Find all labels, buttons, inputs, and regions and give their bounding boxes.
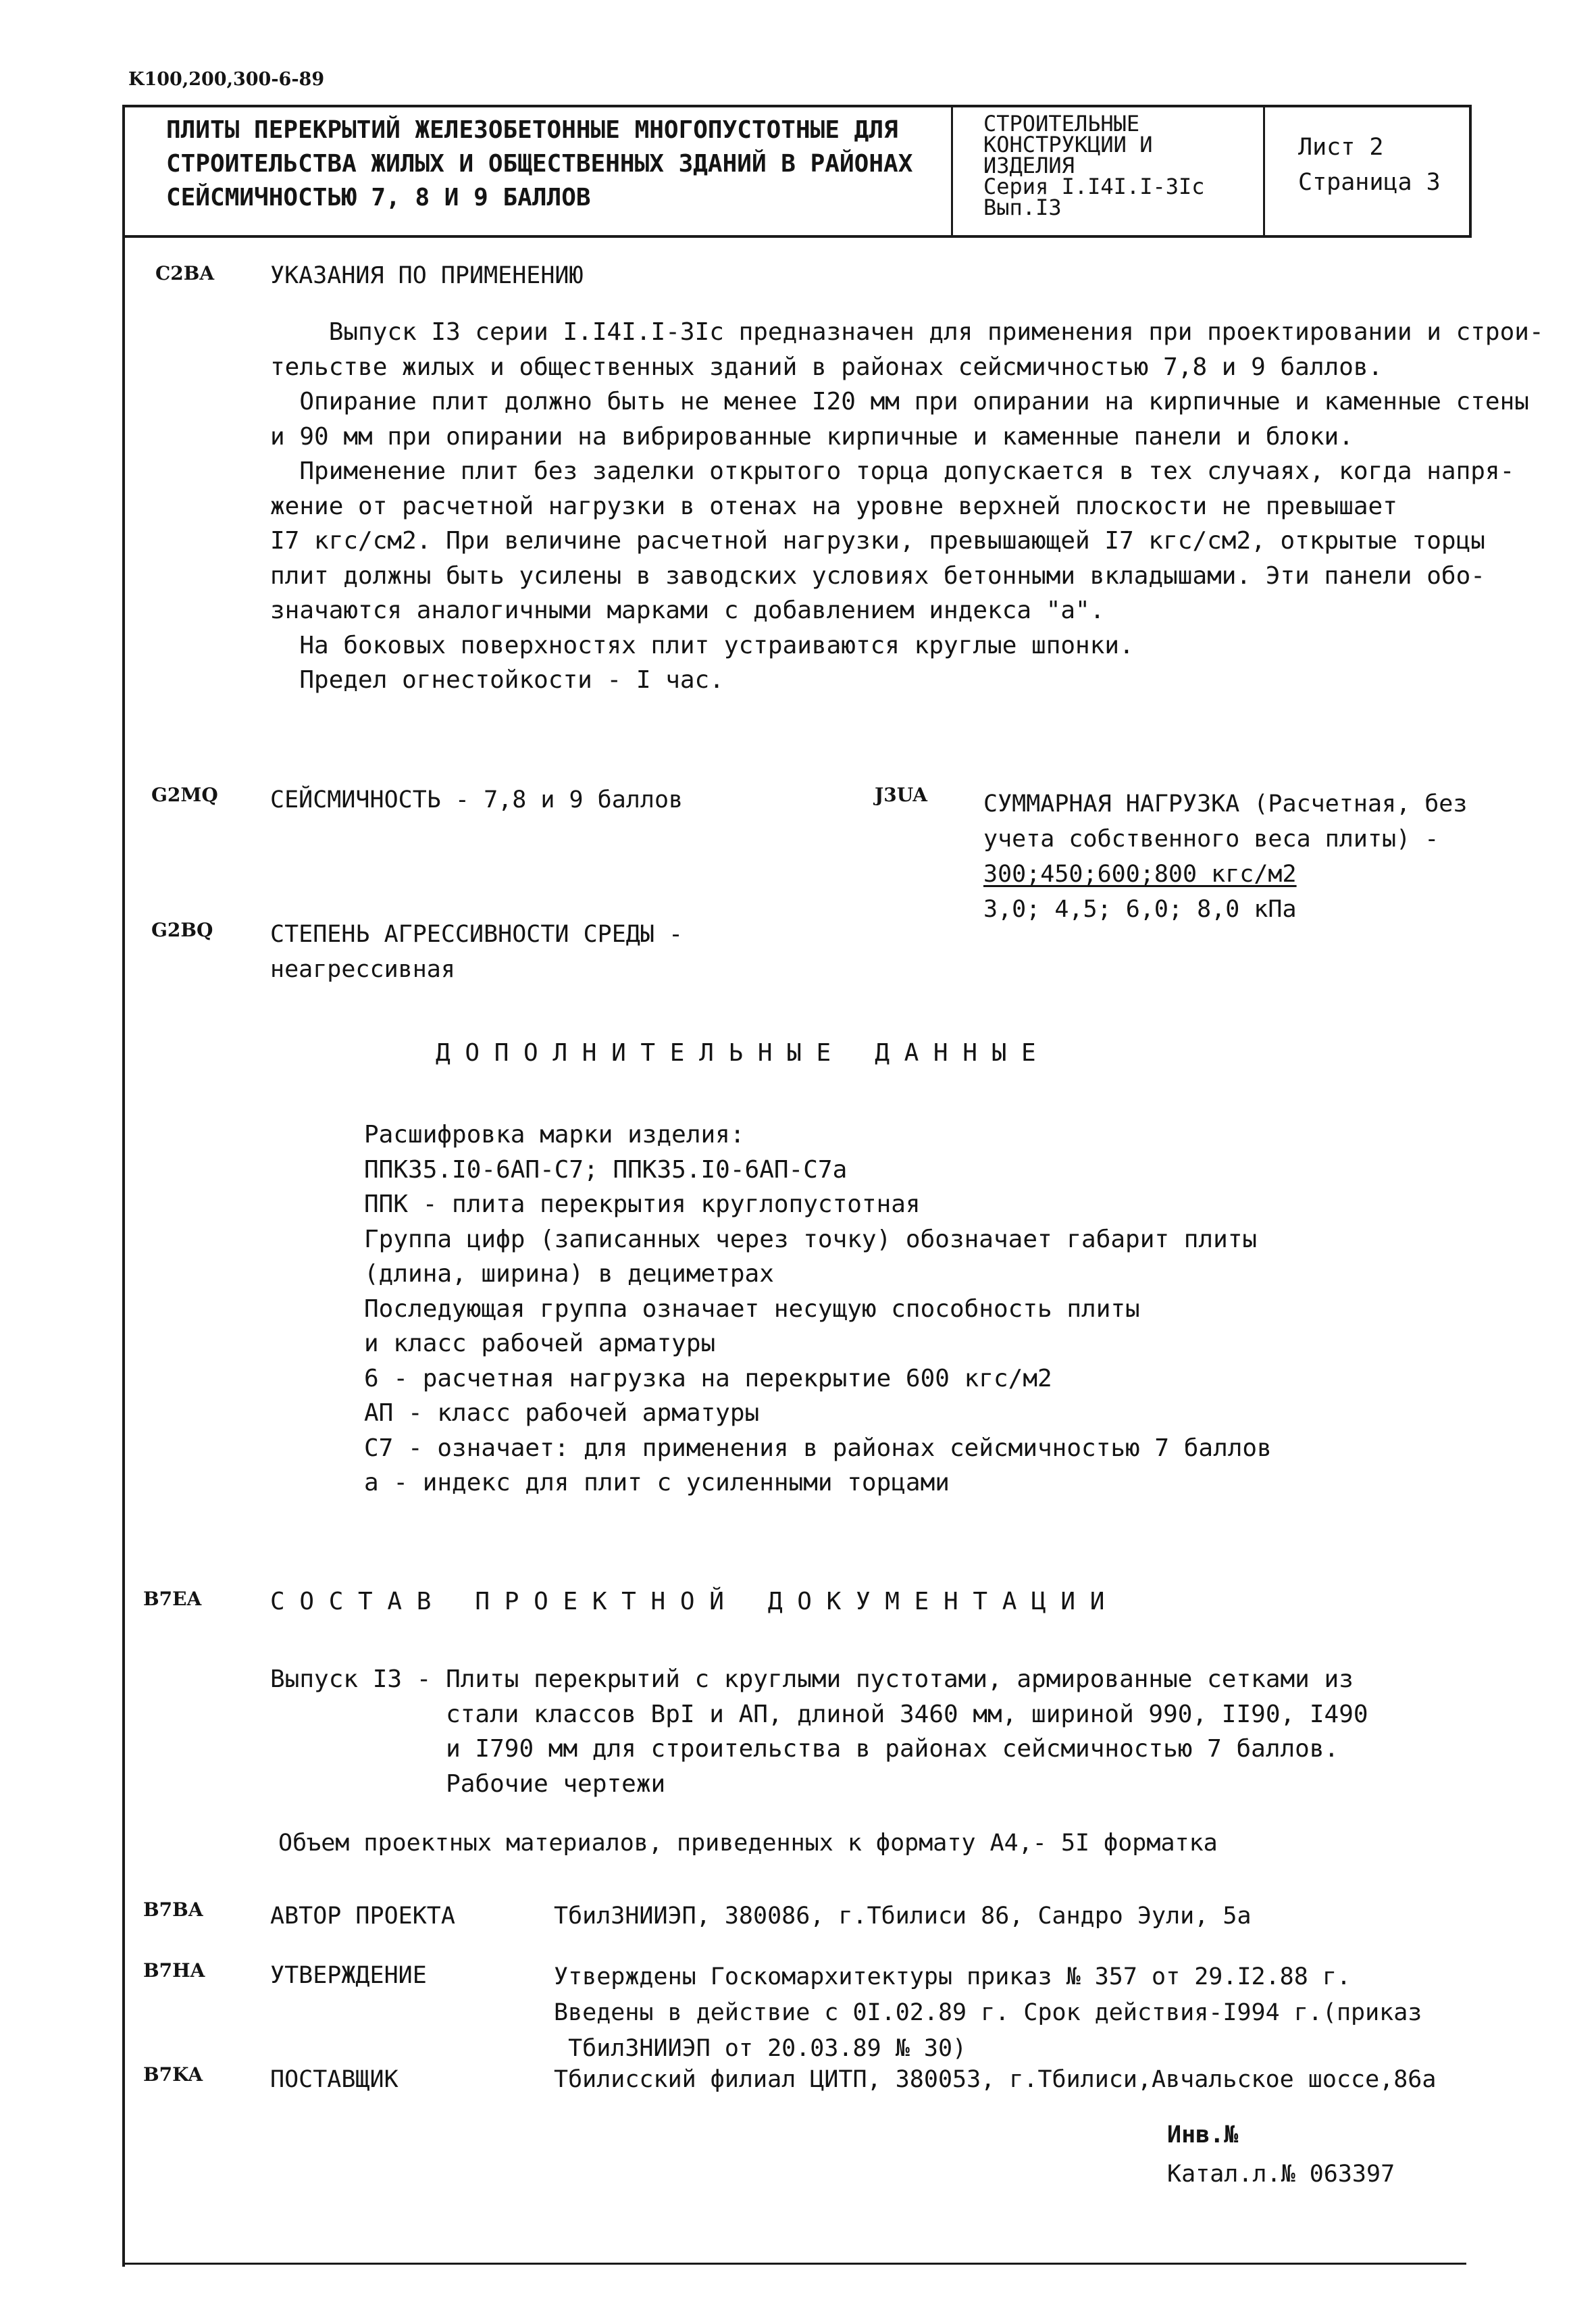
- supplier-label: ПОСТАВЩИК: [270, 2066, 398, 2093]
- load-code: J3UA: [875, 784, 928, 806]
- usage-line: плит должны быть усилены в заводских условиях бетонными вкладышами. Эти панели обо-: [270, 561, 1485, 590]
- seismic-code: G2MQ: [151, 784, 218, 806]
- composition-volume: Объем проектных материалов, приведенных к формату А4,- 5I форматка: [278, 1830, 1218, 1857]
- frame-bottom-line: [122, 2263, 1466, 2265]
- document-code: K100,200,300-6-89: [128, 69, 325, 90]
- header-divider-1: [951, 105, 953, 238]
- header-title-line: СЕЙСМИЧНОСТЬЮ 7, 8 И 9 БАЛЛОВ: [166, 184, 591, 211]
- composition-line: Рабочие чертежи: [270, 1769, 666, 1798]
- load-values-kgs: 300;450;600;800 кгс/м2: [983, 861, 1297, 888]
- load-line: СУММАРНАЯ НАГРУЗКА (Расчетная, без: [983, 790, 1468, 818]
- supplier-code: B7KA: [143, 2063, 203, 2086]
- extra-line: Расшифровка марки изделия:: [364, 1121, 745, 1149]
- seismic-text: СЕЙСМИЧНОСТЬ - 7,8 и 9 баллов: [270, 786, 684, 813]
- usage-paragraph: [270, 315, 1544, 698]
- usage-line: значаются аналогичными марками с добавлением индекса "а".: [270, 597, 1105, 624]
- header-series-line: Вып.I3: [983, 195, 1062, 220]
- extra-line: а - индекс для плит с усиленными торцами: [364, 1469, 950, 1496]
- composition-code: B7EA: [143, 1588, 202, 1610]
- frame-top-line: [122, 105, 1472, 107]
- sheet-number: Лист 2: [1298, 134, 1384, 161]
- header-title-line: ПЛИТЫ ПЕРЕКРЫТИЙ ЖЕЛЕЗОБЕТОННЫЕ МНОГОПУСТОТНЫЕ ДЛЯ: [166, 116, 898, 144]
- composition-line: Выпуск I3 - Плиты перекрытий с круглыми пустотами, армированные сетками из: [270, 1665, 1354, 1693]
- load-values-kpa: 3,0; 4,5; 6,0; 8,0 кПа: [983, 896, 1297, 923]
- header-title: [166, 114, 912, 215]
- author-label: АВТОР ПРОЕКТА: [270, 1903, 455, 1930]
- usage-line: тельстве жилых и общественных зданий в районах сейсмичностью 7,8 и 9 баллов.: [270, 353, 1383, 381]
- usage-line: На боковых поверхностях плит устраиваются круглые шпонки.: [270, 631, 1134, 659]
- usage-heading: УКАЗАНИЯ ПО ПРИМЕНЕНИЮ: [270, 262, 584, 289]
- composition-line: и I790 мм для строительства в районах сейсмичностью 7 баллов.: [270, 1735, 1339, 1763]
- header-series: [983, 111, 1205, 220]
- usage-line: Опирание плит должно быть не менее I20 мм при опирании на кирпичные и каменные стены: [270, 388, 1529, 416]
- usage-line: и 90 мм при опирании на вибрированные кирпичные и каменные панели и блоки.: [270, 422, 1354, 451]
- extra-line: 6 - расчетная нагрузка на перекрытие 600 кгс/м2: [364, 1364, 1052, 1392]
- extra-block: [364, 1117, 1272, 1501]
- usage-line: I7 кгс/см2. При величине расчетной нагрузки, превышающей I7 кгс/см2, открытые торцы: [270, 527, 1485, 555]
- extra-line: и класс рабочей арматуры: [364, 1330, 716, 1357]
- aggressiveness-code: G2BQ: [151, 919, 213, 941]
- inventory-number: Инв.№: [1167, 2121, 1239, 2148]
- extra-line: АП - класс рабочей арматуры: [364, 1399, 760, 1427]
- extra-line: С7 - означает: для применения в районах сейсмичностью 7 баллов: [364, 1434, 1272, 1462]
- author-value: ТбилЗНИИЭП, 380086, г.Тбилиси 86, Сандро Эули, 5а: [554, 1903, 1252, 1930]
- usage-line: жение от расчетной нагрузки в отенах на уровне верхней плоскости не превышает: [270, 492, 1397, 520]
- header-series-line: СТРОИТЕЛЬНЫЕ: [983, 111, 1140, 136]
- extra-line: ППК35.I0-6АП-С7; ППК35.I0-6АП-С7а: [364, 1155, 848, 1184]
- extra-heading: Д О П О Л Н И Т Е Л Ь Н Ы Е Д А Н Н Ы Е: [436, 1039, 1036, 1067]
- extra-line: ППК - плита перекрытия круглопустотная: [364, 1190, 921, 1218]
- aggressiveness-block: [270, 917, 683, 987]
- aggressiveness-line: СТЕПЕНЬ АГРЕССИВНОСТИ СРЕДЫ -: [270, 921, 684, 948]
- aggressiveness-line: неагрессивная: [270, 956, 455, 983]
- composition-heading: С О С Т А В П Р О Е К Т Н О Й Д О К У М Е Н Т А Ц И И: [270, 1588, 1105, 1615]
- load-line: учета собственного веса плиты) -: [983, 826, 1439, 853]
- load-block: [983, 786, 1467, 927]
- catalog-number: Катал.л.№ 063397: [1167, 2161, 1395, 2188]
- header-series-line: КОНСТРУКЦИИ И: [983, 132, 1153, 157]
- usage-line: Предел огнестойкости - I час.: [270, 666, 724, 694]
- usage-line: Выпуск I3 серии I.I4I.I-3Iс предназначен для применения при проектировании и строи-: [270, 318, 1544, 346]
- header-title-line: СТРОИТЕЛЬСТВА ЖИЛЫХ И ОБЩЕСТВЕННЫХ ЗДАНИЙ В РАЙОНАХ: [166, 150, 913, 178]
- frame-right-line: [1469, 105, 1472, 238]
- composition-line: стали классов ВрI и АП, длиной 3460 мм, шириной 990, II90, I490: [270, 1700, 1368, 1728]
- author-code: B7BA: [143, 1898, 203, 1921]
- approval-block: [554, 1959, 1422, 2067]
- page-number: Страница 3: [1298, 169, 1441, 196]
- usage-line: Применение плит без заделки открытого торца допускается в тех случаях, когда напря-: [270, 457, 1515, 485]
- approval-label: УТВЕРЖДЕНИЕ: [270, 1962, 427, 1989]
- header-bottom-line: [122, 235, 1472, 238]
- usage-code: C2BA: [155, 262, 215, 284]
- frame-left-line: [122, 105, 125, 2267]
- supplier-value: Тбилисский филиал ЦИТП, 380053, г.Тбилиси,Авчальское шоссе,86а: [554, 2066, 1437, 2093]
- header-series-line: Серия I.I4I.I-3Iс: [983, 174, 1205, 199]
- approval-line: Введены в действие с 0I.02.89 г. Срок действия-I994 г.(приказ: [554, 1999, 1422, 2026]
- approval-line: ТбилЗНИИЭП от 20.03.89 № 30): [554, 2035, 967, 2062]
- extra-line: Последующая группа означает несущую способность плиты: [364, 1294, 1140, 1323]
- extra-line: Группа цифр (записанных через точку) обозначает габарит плиты: [364, 1225, 1258, 1253]
- approval-line: Утверждены Госкомархитектуры приказ № 357 от 29.I2.88 г.: [554, 1963, 1352, 1990]
- extra-line: (длина, ширина) в дециметрах: [364, 1260, 774, 1288]
- header-series-line: ИЗДЕЛИЯ: [983, 153, 1075, 178]
- composition-block: [270, 1662, 1368, 1801]
- approval-code: B7HA: [143, 1959, 205, 1982]
- header-divider-2: [1263, 105, 1265, 238]
